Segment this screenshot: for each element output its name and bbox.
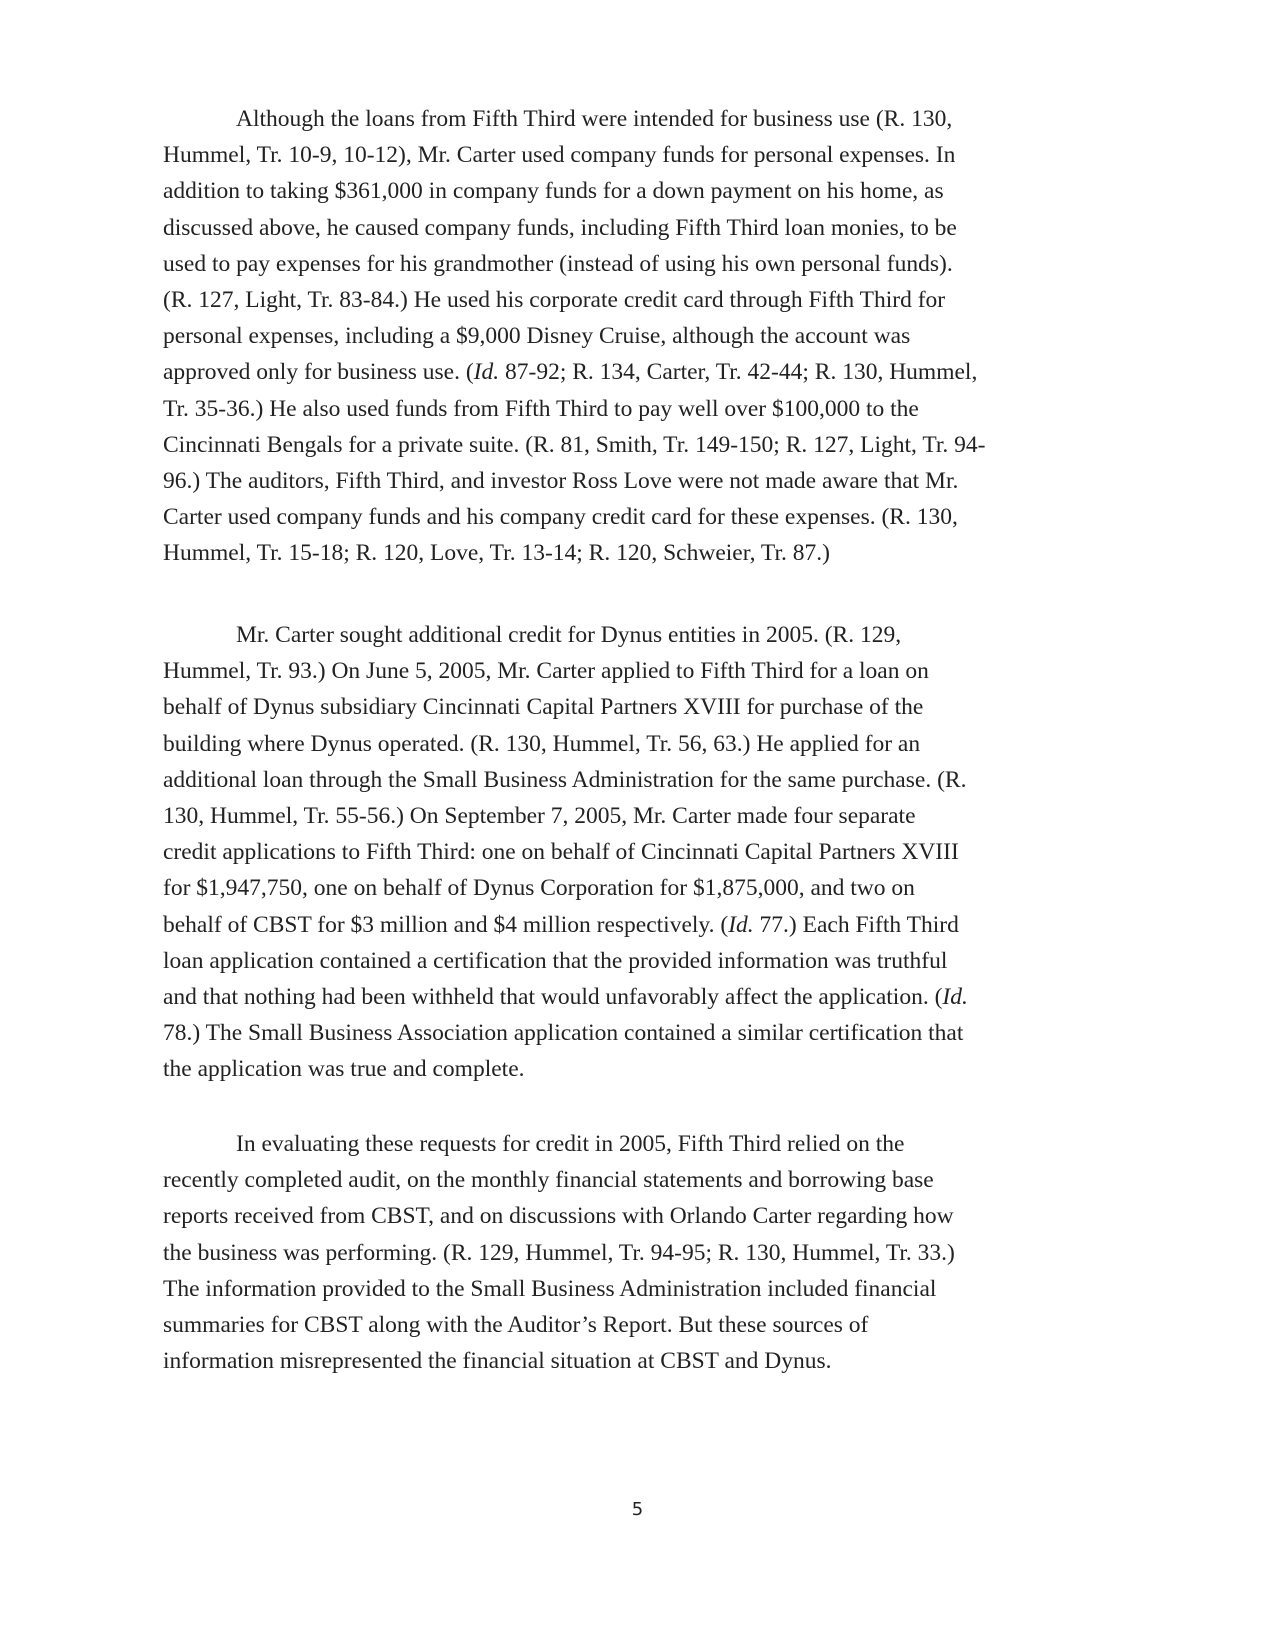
text-line: additional loan through the Small Business Administration for the same purchase. (R.: [163, 766, 967, 793]
citation-id: Id.: [942, 984, 968, 1011]
paragraph-3: [163, 1126, 1103, 1379]
text-line: credit applications to Fifth Third: one on behalf of Cincinnati Capital Partners XVIII: [163, 839, 959, 866]
text-line: Tr. 35-36.) He also used funds from Fifth Third to pay well over $100,000 to the: [163, 395, 919, 422]
paragraph-1: [163, 101, 1103, 572]
text-line: (R. 127, Light, Tr. 83-84.) He used his corporate credit card through Fifth Third for: [163, 287, 946, 314]
text-line: The information provided to the Small Business Administration included financial: [163, 1275, 937, 1302]
text-line: Hummel, Tr. 10-9, 10-12), Mr. Carter used company funds for personal expenses. In: [163, 142, 956, 169]
text-line: building where Dynus operated. (R. 130, Hummel, Tr. 56, 63.) He applied for an: [163, 730, 921, 757]
text-line: 78.) The Small Business Association application contained a similar certification that: [163, 1020, 964, 1047]
text-line: for $1,947,750, one on behalf of Dynus Corporation for $1,875,000, and two on: [163, 875, 915, 902]
citation-id: Id.: [728, 911, 754, 938]
text-line: approved only for business use. (Id. 87-92; R. 134, Carter, Tr. 42-44; R. 130, Hummel,: [163, 359, 978, 386]
text-line: loan application contained a certification that the provided information was truthful: [163, 947, 948, 974]
text-line: Carter used company funds and his company credit card for these expenses. (R. 130,: [163, 504, 958, 531]
page-number: 5: [631, 1499, 644, 1520]
citation-id: Id.: [473, 359, 500, 386]
text-line: In evaluating these requests for credit in 2005, Fifth Third relied on the: [236, 1131, 905, 1157]
paragraph-2: [163, 617, 1103, 1088]
text-line: discussed above, he caused company funds, including Fifth Third loan monies, to be: [163, 214, 957, 241]
text-line: 130, Hummel, Tr. 55-56.) On September 7, 2005, Mr. Carter made four separate: [163, 803, 916, 830]
text-line: Cincinnati Bengals for a private suite. (R. 81, Smith, Tr. 149-150; R. 127, Light, Tr. 94-: [163, 431, 986, 458]
text-line: 96.) The auditors, Fifth Third, and investor Ross Love were not made aware that Mr.: [163, 468, 959, 495]
text-line: personal expenses, including a $9,000 Disney Cruise, although the account was: [163, 323, 911, 350]
text-line: and that nothing had been withheld that would unfavorably affect the application. (Id.: [163, 984, 968, 1011]
text-line: Hummel, Tr. 93.) On June 5, 2005, Mr. Carter applied to Fifth Third for a loan on: [163, 658, 929, 685]
text-line: used to pay expenses for his grandmother (instead of using his own personal funds).: [163, 250, 953, 277]
text-line: the application was true and complete.: [163, 1056, 525, 1083]
text-line: Although the loans from Fifth Third were intended for business use (R. 130,: [236, 106, 953, 132]
text-line: the business was performing. (R. 129, Hummel, Tr. 94-95; R. 130, Hummel, Tr. 33.): [163, 1239, 955, 1266]
text-line: addition to taking $361,000 in company funds for a down payment on his home, as: [163, 178, 944, 205]
text-line: behalf of CBST for $3 million and $4 million respectively. (Id. 77.) Each Fifth Third: [163, 911, 959, 938]
text-line: summaries for CBST along with the Auditor’s Report. But these sources of: [163, 1312, 869, 1339]
text-line: Hummel, Tr. 15-18; R. 120, Love, Tr. 13-14; R. 120, Schweier, Tr. 87.): [163, 540, 830, 567]
text-line: behalf of Dynus subsidiary Cincinnati Capital Partners XVIII for purchase of the: [163, 694, 924, 721]
text-line: Mr. Carter sought additional credit for Dynus entities in 2005. (R. 129,: [236, 622, 902, 648]
text-line: information misrepresented the financial situation at CBST and Dynus.: [163, 1348, 832, 1375]
text-line: recently completed audit, on the monthly financial statements and borrowing base: [163, 1167, 934, 1194]
text-line: reports received from CBST, and on discussions with Orlando Carter regarding how: [163, 1203, 954, 1230]
